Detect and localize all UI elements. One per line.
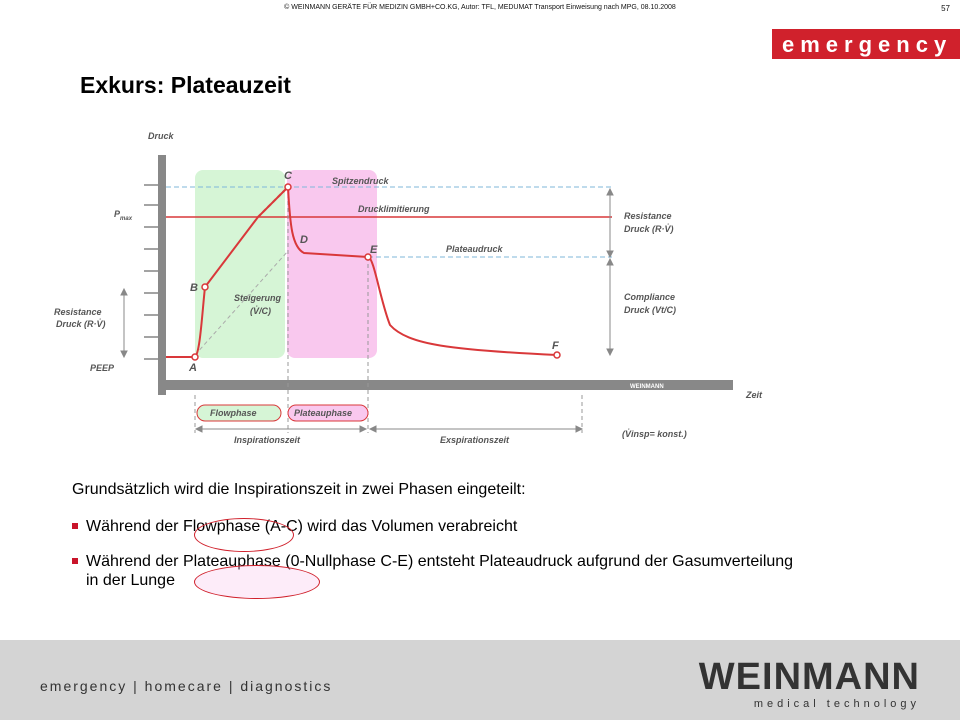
peep-label: PEEP [90, 363, 115, 373]
compliance-line2: Druck (Vt/C) [624, 305, 677, 315]
plateauphase-highlight [194, 565, 320, 599]
resistance-left-line2: Druck (R·V̇) [56, 319, 106, 329]
y-ticks [144, 185, 158, 359]
logo-name: WEINMANN [698, 656, 920, 698]
axis-brand: WEINMANN [630, 384, 664, 390]
copyright-notice: © WEINMANN GERÄTE FÜR MEDIZIN GMBH+CO.KG, Autor: TFL, MEDUMAT Transport Einweisung nach MPG, 08.10.2008 [284, 4, 676, 11]
point-a-label: A [189, 362, 197, 374]
y-axis [158, 155, 166, 395]
plateauphase-label: Plateauphase [294, 408, 353, 418]
pmax-label: $P_{max}$ [114, 209, 133, 222]
steigerung-line1: Steigerung [234, 293, 282, 303]
point-e-label: E [370, 244, 378, 256]
page-number: 57 [941, 4, 950, 13]
drucklimitierung-label: Drucklimitierung [358, 204, 430, 214]
resistance-left-line1: Resistance [54, 307, 102, 317]
point-c-marker [285, 184, 291, 190]
point-a-marker [192, 354, 198, 360]
y-axis-label: Druck [148, 131, 174, 141]
weinmann-logo [699, 658, 920, 710]
logo-subtitle: medical technology [753, 698, 920, 710]
plateaudruck-label: Plateaudruck [446, 244, 503, 254]
bullet-marker [72, 523, 78, 529]
slide-title: Exkurs: Plateauzeit [80, 72, 291, 98]
point-f-label: F [552, 340, 559, 352]
flowphase-highlight [194, 518, 294, 552]
inspirationszeit-label: Inspirationszeit [234, 435, 301, 445]
bullet-marker [72, 558, 78, 564]
point-f-marker [554, 352, 560, 358]
x-axis-label: Zeit [746, 390, 763, 400]
point-d-label: D [300, 234, 308, 246]
flowphase-label: Flowphase [210, 408, 257, 418]
point-b-label: B [190, 282, 198, 294]
steigerung-line2: (V̇/C) [250, 306, 271, 316]
plateau-time-diagram [52, 115, 772, 465]
flow-phase-area [195, 170, 285, 358]
intro-text: Grundsätzlich wird die Inspirationszeit in zwei Phasen eingeteilt: [72, 481, 526, 498]
resistance-right-line1: Resistance [624, 211, 672, 221]
plateau-phase-area [287, 170, 377, 358]
brand-tab-label: emergency [782, 32, 953, 57]
footer-bar [0, 640, 960, 720]
spitzendruck-label: Spitzendruck [332, 176, 389, 186]
point-c-label: C [284, 170, 292, 182]
vinsp-label: (V̇insp= konst.) [622, 429, 687, 439]
bullet-flowphase-text: Während der Flowphase (A-C) wird das Volumen verabreicht [86, 518, 518, 535]
point-b-marker [202, 284, 208, 290]
exspirationszeit-label: Exspirationszeit [440, 435, 510, 445]
bullet-plateauphase-line2: in der Lunge [86, 572, 175, 589]
compliance-line1: Compliance [624, 292, 676, 302]
emergency-brand-tab [772, 29, 960, 59]
footer-tagline: emergency | homecare | diagnostics [40, 678, 333, 694]
bullet-plateauphase-line1: Während der Plateauphase (0-Nullphase C-E) entsteht Plateaudruck aufgrund der Gasumverteilung [86, 553, 794, 570]
resistance-right-line2: Druck (R·V̇) [624, 224, 674, 234]
